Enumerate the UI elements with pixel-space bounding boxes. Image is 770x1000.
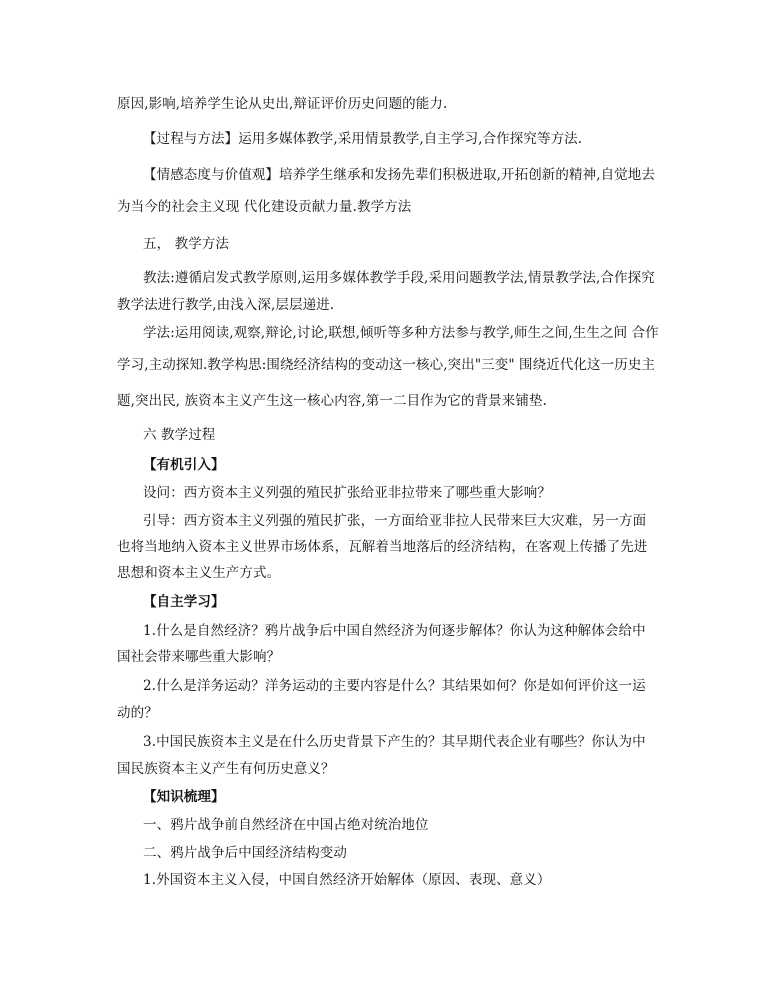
text-line-9: 学习,主动探知.教学构思:围绕经济结构的变动这一核心,突出"三变" 围绕近代化这一历史主 — [117, 357, 656, 373]
knowledge-heading: 【知识梳理】 — [143, 789, 225, 805]
self-study-heading: 【自主学习】 — [143, 594, 225, 610]
self-study-q1-line-2: 国社会带来哪些重大影响？ — [117, 649, 281, 665]
guide-line-3: 思想和资本主义生产方式。 — [117, 565, 281, 581]
section-six-heading: 六 教学过程 — [143, 427, 216, 443]
teaching-method-line: 教法:遵循启发式教学原则,运用多媒体教学手段,采用问题教学法,情景教学法,合作探究 — [143, 270, 655, 286]
question-line: 设问：西方资本主义列强的殖民扩张给亚非拉带来了哪些重大影响？ — [143, 485, 551, 501]
self-study-q3-line-2: 国民族资本主义产生有何历史意义？ — [117, 761, 335, 777]
text-line-10: 题,突出民, 族资本主义产生这一核心内容,第一二目作为它的背景来铺垫. — [117, 393, 547, 409]
self-study-q2-line-1: 2.什么是洋务运动？洋务运动的主要内容是什么？其结果如何？你是如何评价这一运 — [143, 678, 646, 694]
knowledge-item-1: 一、鸦片战争前自然经济在中国占绝对统治地位 — [143, 817, 429, 833]
text-line-1: 原因,影响,培养学生论从史出,辩证评价历史问题的能力. — [117, 96, 448, 112]
self-study-q2-line-2: 动的？ — [117, 705, 158, 721]
organic-intro-heading: 【有机引入】 — [143, 457, 225, 473]
emotion-attitude-line: 【情感态度与价值观】培养学生继承和发扬先辈们积极进取,开拓创新的精神,自觉地去 — [143, 167, 655, 183]
learning-method-line: 学法:运用阅读,观察,辩论,讨论,联想,倾听等多种方法参与教学,师生之间,生生之间 合作 — [143, 325, 659, 341]
guide-line-1: 引导：西方资本主义列强的殖民扩张，一方面给亚非拉人民带来巨大灾难，另一方面 — [143, 513, 647, 529]
knowledge-item-2-1: 1.外国资本主义入侵，中国自然经济开始解体（原因、表现、意义） — [143, 872, 551, 888]
process-method-line: 【过程与方法】运用多媒体教学,采用情景教学,自主学习,合作探究等方法. — [143, 131, 583, 147]
self-study-q1-line-1: 1.什么是自然经济？鸦片战争后中国自然经济为何逐步解体？你认为这种解体会给中 — [143, 623, 646, 639]
guide-line-2: 也将当地纳入资本主义世界市场体系，瓦解着当地落后的经济结构，在客观上传播了先进 — [117, 539, 648, 555]
knowledge-item-2: 二、鸦片战争后中国经济结构变动 — [143, 845, 347, 861]
text-line-4: 为当今的社会主义现 代化建设贡献力量.教学方法 — [117, 199, 412, 215]
text-line-7: 教学法进行教学,由浅入深,层层递进. — [117, 297, 335, 313]
section-five-heading: 五， 教学方法 — [143, 236, 229, 252]
self-study-q3-line-1: 3.中国民族资本主义是在什么历史背景下产生的？其早期代表企业有哪些？你认为中 — [143, 734, 646, 750]
